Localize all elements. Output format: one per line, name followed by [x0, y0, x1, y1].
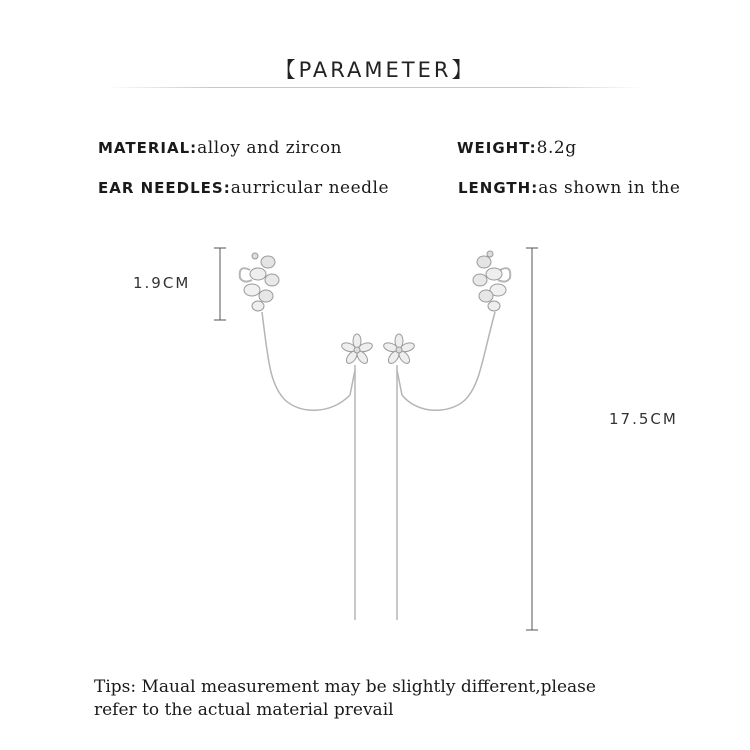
spec-length-key: LENGTH:	[458, 179, 539, 197]
right-chain	[397, 312, 495, 410]
right-ear-cuff	[473, 251, 510, 311]
dimension-label-small: 1.9CM	[133, 274, 191, 292]
spec-ear-needles-value: aurricular needle	[230, 178, 390, 198]
header-title: PARAMETER	[298, 58, 452, 82]
tips-line-1: Tips: Maual measurement may be slightly different,please	[94, 677, 596, 697]
left-star-stud	[341, 334, 374, 365]
header-close-bracket: 】	[451, 58, 476, 82]
tips-note	[94, 676, 596, 722]
spec-ear-needles-key: EAR NEEDLES:	[98, 179, 231, 197]
spec-material-value: alloy and zircon	[197, 138, 343, 158]
large-dimension-line	[526, 248, 538, 630]
right-star-stud	[383, 334, 416, 365]
spec-weight-key: WEIGHT:	[457, 139, 537, 157]
left-ear-cuff	[240, 253, 279, 311]
dimension-label-large: 17.5CM	[609, 410, 678, 428]
header-open-bracket: 【	[274, 58, 299, 82]
spec-length-value: as shown in the	[538, 178, 681, 198]
left-chain	[262, 312, 355, 410]
spec-weight-value: 8.2g	[536, 138, 577, 158]
spec-material-key: MATERIAL:	[98, 139, 198, 157]
threader-chains	[355, 365, 397, 620]
tips-line-2: refer to the actual material prevail	[94, 700, 394, 720]
small-dimension-line	[214, 248, 226, 320]
